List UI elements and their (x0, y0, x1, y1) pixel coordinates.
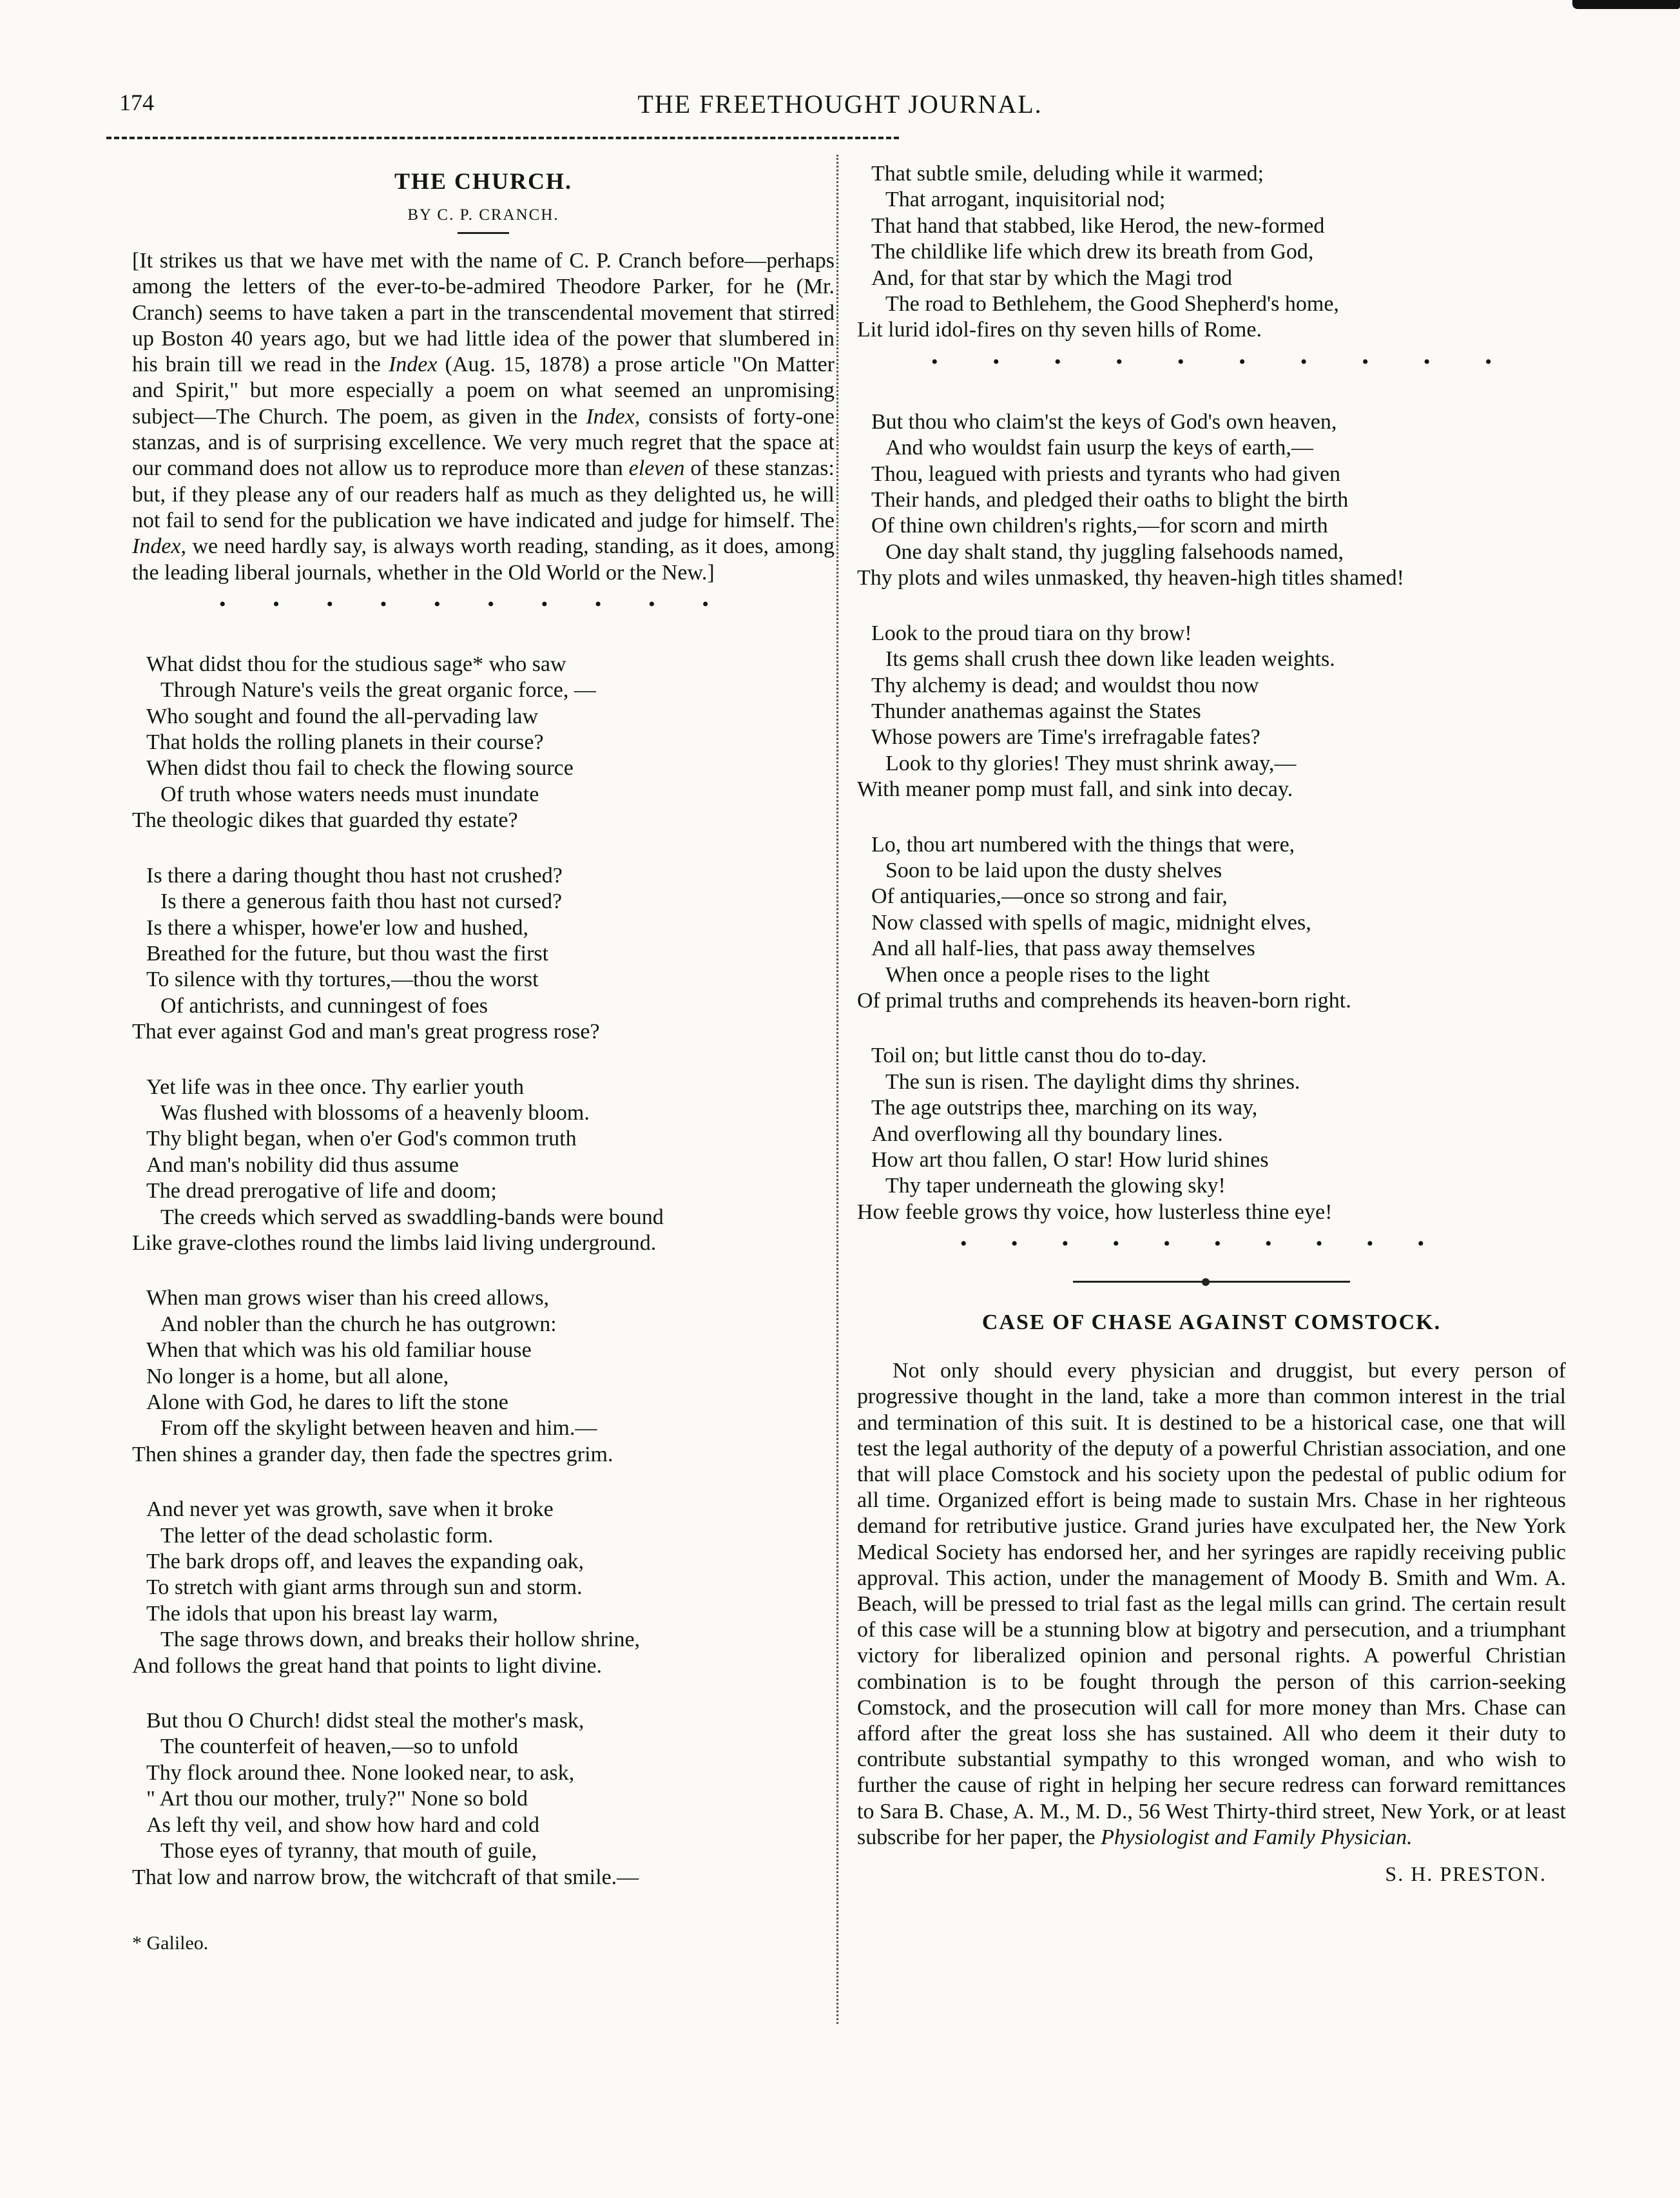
poem-line: What didst thou for the studious sage* who saw (146, 652, 566, 676)
star-ornament: • (1115, 351, 1123, 373)
poem-line: And man's nobility did thus assume (146, 1152, 459, 1177)
poem-line: Of antichrists, and cunningest of foes (160, 993, 488, 1018)
text-run: consists of forty-one stanzas, and is of surprising excellence. We very much regret that the space at our command does not allow us to reproduce more than (132, 404, 835, 481)
poem-line: To silence with thy tortures,—thou the worst (146, 968, 539, 992)
text-run: of these stanzas: but, if they please any of our readers half as much as they delighted us, he will not fail to send for the publication we have indicated and judge for himself. The (132, 456, 835, 532)
poem-line: To stretch with giant arms through sun and storm. (146, 1575, 583, 1600)
italic-title: Index (388, 353, 438, 377)
italic-title: Index, (132, 534, 187, 559)
poem-line: And nobler than the church he has outgrown: (160, 1312, 557, 1336)
poem-line: And who wouldst fain usurp the keys of earth,— (885, 436, 1313, 460)
star-ornament: • (1239, 351, 1246, 373)
poem-line: Was flushed with blossoms of a heavenly bloom. (160, 1100, 590, 1125)
star-row (960, 1234, 1424, 1254)
star-ornament: • (648, 593, 655, 615)
star-ornament: • (380, 593, 387, 615)
poem-line: Of thine own children's rights,—for scorn and mirth (871, 514, 1328, 538)
poem-line: That subtle smile, deluding while it warmed; (871, 162, 1264, 186)
poem-line: Then shines a grander day, then fade the spectres grim. (132, 1442, 613, 1466)
poem-line: Thou, leagued with priests and tyrants who had given (871, 462, 1341, 486)
poem-line: Thy plots and wiles unmasked, thy heaven-high titles shamed! (857, 566, 1404, 590)
article-body (857, 1358, 1566, 1851)
header-rule (106, 137, 899, 139)
poem-line: Is there a generous faith thou hast not cursed? (160, 890, 563, 914)
poem-line: Thy flock around thee. None looked near, to ask, (146, 1760, 575, 1785)
star-ornament: • (594, 593, 602, 615)
right-column (857, 161, 1566, 1886)
poem-line: The counterfeit of heaven,—so to unfold (160, 1735, 519, 1759)
text-run: we need hardly say, is always worth reading, standing, as it does, among the leading liberal journals, whether in the Old World or the New.] (132, 534, 835, 585)
poem-line: The letter of the dead scholastic form. (160, 1523, 494, 1548)
poem-line: Look to thy glories! They must shrink away,— (885, 751, 1297, 775)
star-ornament: • (219, 593, 226, 615)
stanza (132, 863, 835, 1046)
poem-line: Through Nature's veils the great organic force, — (160, 678, 596, 703)
poem-line: That low and narrow brow, the witchcraft of that smile.— (132, 1865, 639, 1889)
poem-line: When man grows wiser than his creed allows, (146, 1286, 550, 1310)
journal-title: THE FREETHOUGHT JOURNAL. (637, 90, 1043, 119)
poem-line: As left thy veil, and show how hard and cold (146, 1813, 539, 1837)
poem-line: Is there a daring thought thou hast not crushed? (146, 863, 563, 888)
stanza (857, 621, 1566, 803)
star-ornament: • (487, 593, 494, 615)
text-run: (Aug. 15, 1878) a prose article "On Matter and Spirit," but more especially a poem on what seemed an unpromising subject—The Church. The poem, as given in the (132, 353, 835, 429)
poem-line: When didst thou fail to check the flowing source (146, 756, 574, 781)
poem-line: Thy blight began, when o'er God's common truth (146, 1127, 577, 1151)
article-separator (1073, 1278, 1350, 1285)
star-row (931, 353, 1492, 372)
poem-line: But thou who claim'st the keys of God's own heaven, (871, 409, 1337, 434)
poem-line: The dread prerogative of life and doom; (146, 1179, 497, 1203)
stanza (857, 1043, 1566, 1225)
poem-line: The sun is risen. The daylight dims thy shrines. (885, 1069, 1300, 1094)
star-ornament: • (1315, 1233, 1323, 1255)
star-ornament: • (960, 1233, 967, 1255)
star-ornament: • (1112, 1233, 1119, 1255)
poem-line: Lit lurid idol-fires on thy seven hills of Rome. (857, 318, 1262, 342)
poem-line: But thou O Church! didst steal the mother's mask, (146, 1709, 584, 1733)
star-ornament: • (1300, 351, 1308, 373)
star-ornament: • (1054, 351, 1061, 373)
star-ornament: • (1417, 1233, 1424, 1255)
poem-line: The road to Bethlehem, the Good Shepherd's home, (885, 292, 1339, 316)
poem-line: Of primal truths and comprehends its heaven-born right. (857, 988, 1351, 1013)
stanza (132, 1285, 835, 1468)
star-ornament: • (1061, 1233, 1069, 1255)
star-ornament: • (702, 593, 709, 615)
poem-stanzas-left (132, 652, 835, 1891)
poem-line: The idols that upon his breast lay warm, (146, 1601, 498, 1626)
poem-line: How feeble grows thy voice, how lusterless thine eye! (857, 1200, 1333, 1224)
poem-line: When that which was his old familiar house (146, 1338, 532, 1363)
page-number: 174 (119, 90, 154, 115)
poem-line: Their hands, and pledged their oaths to blight the birth (871, 488, 1349, 512)
poem-line: With meaner pomp must fall, and sink into decay. (857, 777, 1293, 802)
poem-line: And, for that star by which the Magi trod (871, 266, 1232, 290)
star-ornament: • (1163, 1233, 1170, 1255)
poem-line: The theologic dikes that guarded thy estate? (132, 808, 518, 833)
poem-stanzas-right (857, 161, 1566, 344)
poem-byline: BY C. P. CRANCH. (407, 206, 559, 224)
text-run: Not only should every physician and druggist, but every person of progressive thought in the land, take a more than common interest in the trial and termination of this suit. It is destined to be a historical case, one that will test the legal authority of the deputy of a powerful Christian association, and one that will place Comstock and his society upon the pedestal of public odium for all time. Organized effort is being made to sustain Mrs. Chase in her righteous demand for retributive justice. Grand juries have exculpated her, the New York Medical Society has endorsed her, and her syringes are rapidly receiving public approval. This action, under the management of Moody B. Smith and Wm. A. Beach, will be pressed to trial fast as the legal mills can grind. The certain result of this case will be a stunning blow at bigotry and persecution, and a triumphant victory for liberalized opinion and personal rights. A powerful Christian combination is to be fought through the person of this carrion-seeking Comstock, and the prosecution will call for more money than Mrs. Chase can afford after the great loss she has sustained. All who deem it their duty to contribute substantial sympathy to this wronged woman, and who wish to further the cause of right in helping her secure redress can forward remittances to Sara B. Chase, A. M., M. D., 56 West Thirty-third street, New York, or at least subscribe for her paper, the (857, 1359, 1566, 1849)
poem-line: Whose powers are Time's irrefragable fates? (871, 725, 1260, 750)
stanza (132, 652, 835, 834)
poem-line: Is there a whisper, howe'er low and hushed, (146, 915, 528, 940)
footnote: * Galileo. (132, 1932, 209, 1954)
poem-stanzas-right-continued (857, 409, 1566, 1225)
poem-line: And never yet was growth, save when it broke (146, 1497, 554, 1522)
star-ornament: • (1366, 1233, 1374, 1255)
poem-line: Breathed for the future, but thou wast the first (146, 941, 549, 966)
text-run: [It strikes us that we have met with the name of C. P. Cranch before—perhaps among the letters of the ever-to-be-admired Theodore Parker, for he (Mr. Cranch) seems to have taken a part in the transcendental movement that stirred up Boston 40 years ago, but we had little idea of the power that slumbered in his brain till we read in the (132, 249, 835, 377)
poem-line: Thy taper underneath the glowing sky! (885, 1174, 1226, 1198)
byline-rule (458, 232, 509, 234)
editorial-intro (132, 248, 835, 586)
poem-line: The bark drops off, and leaves the expanding oak, (146, 1550, 584, 1574)
star-ornament: • (1264, 1233, 1272, 1255)
poem-line: The sage throws down, and breaks their hollow shrine, (160, 1628, 641, 1652)
star-ornament: • (1177, 351, 1184, 373)
poem-line: Yet life was in thee once. Thy earlier youth (146, 1075, 525, 1099)
poem-line: Of antiquaries,—once so strong and fair, (871, 884, 1228, 909)
poem-line: " Art thou our mother, truly?" None so bold (146, 1787, 528, 1811)
poem-line: The age outstrips thee, marching on its way, (871, 1096, 1258, 1120)
star-ornament: • (1423, 351, 1431, 373)
italic-title: eleven (628, 456, 685, 481)
poem-line: Lo, thou art numbered with the things that were, (871, 832, 1295, 857)
stanza (857, 409, 1566, 592)
star-ornament: • (326, 593, 334, 615)
star-ornament: • (434, 593, 441, 615)
poem-line: Thunder anathemas against the States (871, 699, 1201, 723)
poem-line: Look to the proud tiara on thy brow! (871, 621, 1192, 645)
left-column (132, 161, 835, 1954)
poem-line: Of truth whose waters needs must inundate (160, 782, 539, 806)
star-ornament: • (992, 351, 999, 373)
stanza (132, 1497, 835, 1679)
poem-line: And follows the great hand that points to light divine. (132, 1653, 603, 1678)
poem-line: One day shalt stand, thy juggling falsehoods named, (885, 540, 1344, 564)
poem-line: That hand that stabbed, like Herod, the new-formed (871, 213, 1325, 238)
stanza (132, 1075, 835, 1257)
stanza (857, 832, 1566, 1015)
poem-line: Its gems shall crush thee down like leaden weights. (885, 647, 1335, 672)
star-ornament: • (273, 593, 280, 615)
star-row (219, 595, 709, 614)
poem-line: Now classed with spells of magic, midnight elves, (871, 910, 1311, 935)
poem-title: THE CHURCH. (394, 168, 573, 194)
poem-line: Toil on; but little canst thou do to-day. (871, 1044, 1207, 1068)
poem-line: The childlike life which drew its breath from God, (871, 240, 1314, 264)
italic-title: Physiologist and Family Physician. (1101, 1825, 1413, 1849)
poem-line: Who sought and found the all-pervading law (146, 704, 539, 728)
poem-line: From off the skylight between heaven and him.— (160, 1416, 597, 1441)
column-divider (836, 155, 838, 2024)
poem-line: How art thou fallen, O star! How lurid shines (871, 1148, 1269, 1172)
poem-line: The creeds which served as swaddling-bands were bound (160, 1205, 664, 1229)
article-signature: S. H. PRESTON. (1385, 1862, 1547, 1886)
star-ornament: • (1010, 1233, 1018, 1255)
poem-line: When once a people rises to the light (885, 962, 1210, 987)
running-head (0, 89, 1680, 119)
italic-title: Index, (586, 404, 641, 429)
poem-line: And overflowing all thy boundary lines. (871, 1122, 1223, 1146)
poem-line: That holds the rolling planets in their course? (146, 730, 544, 755)
star-ornament: • (541, 593, 548, 615)
stanza (132, 1708, 835, 1891)
poem-line: Alone with God, he dares to lift the stone (146, 1390, 508, 1415)
poem-line: No longer is a home, but all alone, (146, 1364, 449, 1388)
poem-line: That ever against God and man's great progress rose? (132, 1020, 600, 1044)
poem-line: Those eyes of tyranny, that mouth of guile, (160, 1839, 537, 1863)
poem-line: Soon to be laid upon the dusty shelves (885, 858, 1222, 882)
stanza (857, 161, 1566, 344)
poem-line: That arrogant, inquisitorial nod; (885, 188, 1166, 212)
star-ornament: • (1362, 351, 1369, 373)
poem-line: Thy alchemy is dead; and wouldst thou now (871, 673, 1259, 697)
poem-line: Like grave-clothes round the limbs laid living underground. (132, 1230, 657, 1255)
star-ornament: • (931, 351, 938, 373)
poem-line: And all half-lies, that pass away themselves (871, 937, 1255, 961)
page-edge-mark (1572, 0, 1680, 9)
article-title: CASE OF CHASE AGAINST COMSTOCK. (981, 1310, 1442, 1335)
star-ornament: • (1214, 1233, 1221, 1255)
star-ornament: • (1485, 351, 1492, 373)
